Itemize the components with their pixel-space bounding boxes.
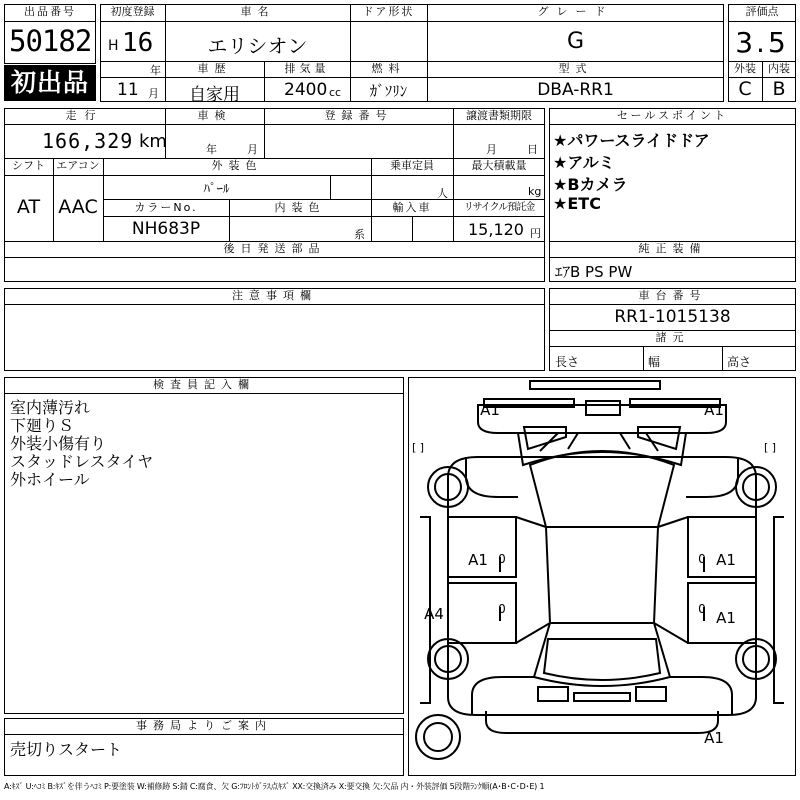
equipment-label: 純正装備 [638, 242, 707, 255]
sales-point-item: ★ETC [553, 194, 601, 213]
first-listing-badge: 初出品 [4, 65, 96, 101]
mark-front-right: A1 [704, 401, 724, 419]
first-reg-year: 16 [122, 28, 154, 58]
history-label: 車歴 [197, 62, 232, 75]
car-diagram [408, 377, 796, 776]
door-type-label: ドア形状 [362, 5, 415, 18]
ext-color: ﾊﾟｰﾙ [203, 182, 230, 197]
sales-point-item: ★アルミ [553, 153, 615, 172]
fuel: ｶﾞｿﾘﾝ [369, 82, 408, 100]
transfer-day-unit: 日 [527, 143, 538, 156]
year-unit: 年 [150, 64, 161, 77]
car-name-label: 車名 [240, 5, 275, 18]
model-label: 型式 [558, 62, 593, 75]
recycle-label: リサイクル預託金 [463, 202, 535, 213]
height-label: 高さ [727, 355, 752, 369]
month-unit: 月 [148, 87, 159, 100]
mileage-unit: km [139, 131, 167, 152]
score: 3.5 [735, 26, 789, 59]
capacity-unit: 人 [437, 187, 448, 200]
exterior-label: 外装 [734, 62, 756, 75]
equipment-value: ｴｱB PS PW [555, 263, 633, 281]
inspector-note: 外ホイール [10, 470, 90, 489]
transfer-deadline-label: 譲渡書類期限 [466, 109, 532, 122]
inspector-note: 外装小傷有り [10, 434, 107, 453]
era: H [108, 38, 119, 54]
grade-label: グレード [537, 5, 614, 18]
displacement-label: 排気量 [284, 62, 330, 75]
mark-rear: A1 [704, 729, 724, 747]
chassis-number: RR1-1015138 [614, 307, 731, 327]
shift: AT [16, 196, 41, 218]
capacity-label: 乗車定員 [390, 159, 434, 172]
int-color-unit: 系 [354, 228, 365, 241]
mark-right-front-door-val: 0 [698, 552, 706, 566]
later-parts-label: 後日発送部品 [223, 242, 326, 255]
reg-number-label: 登録番号 [324, 109, 393, 122]
lot-number-label: 出品番号 [24, 5, 76, 18]
sales-point-item: ★Bカメラ [553, 175, 628, 194]
ac: AAC [58, 196, 98, 218]
mark-left-rear-val: 0 [498, 602, 506, 616]
interior-label: 内装 [768, 62, 790, 75]
mileage: 166,329 [42, 129, 134, 153]
history: 自家用 [189, 85, 240, 105]
displacement-unit: cc [329, 86, 342, 99]
transfer-month-unit: 月 [486, 143, 497, 156]
sales-points-label: セールスポイント [616, 109, 728, 122]
chassis-label: 車台番号 [638, 289, 707, 302]
exterior-grade: C [738, 78, 752, 100]
import-label: 輸入車 [392, 201, 432, 214]
office-label: 事務局よりご案内 [136, 719, 272, 732]
mark-right-rear: A1 [716, 609, 736, 627]
length-label: 長さ [555, 355, 580, 369]
fuel-label: 燃料 [371, 62, 406, 75]
mileage-label: 走行 [65, 109, 104, 122]
mark-bracket-right: [ ] [764, 441, 777, 454]
mark-right-front-door: A1 [716, 551, 736, 569]
notes-label: 注意事項欄 [232, 289, 317, 302]
color-no-label: カラーNo. [134, 201, 198, 214]
mark-left-front-door-val: 0 [498, 552, 506, 566]
inspection-year-unit: 年 [206, 143, 217, 156]
recycle-unit: 円 [530, 227, 541, 240]
grade: G [566, 29, 585, 54]
inspector-label: 検査員記入欄 [153, 378, 255, 391]
load-unit: kg [528, 185, 542, 198]
sales-point-item: ★パワースライドドア [553, 131, 710, 150]
color-no: NH683P [131, 219, 201, 239]
office-message: 売切りスタート [10, 740, 123, 759]
mark-left-rear: A4 [424, 605, 444, 623]
recycle-deposit: 15,120 [468, 220, 524, 239]
first-reg-month: 11 [117, 80, 139, 100]
inspector-note: スタッドレスタイヤ [10, 452, 154, 471]
mark-right-rear-val: 0 [698, 602, 706, 616]
mark-bracket-left: [ ] [412, 441, 425, 454]
load-label: 最大積載量 [471, 159, 527, 172]
mark-front-left: A1 [480, 401, 500, 419]
int-color-label: 内装色 [274, 201, 326, 214]
width-label: 幅 [648, 355, 661, 369]
inspector-note: 室内薄汚れ [10, 398, 91, 417]
car-name: エリシオン [207, 34, 308, 58]
inspector-note: 下廻りＳ [10, 416, 75, 435]
mark-left-front-door: A1 [468, 551, 488, 569]
lot-number: 50182 [9, 24, 92, 58]
shift-label: シフト [12, 159, 45, 172]
score-label: 評価点 [745, 5, 779, 18]
model: DBA-RR1 [537, 80, 614, 100]
inspection-label: 車検 [197, 109, 232, 122]
displacement: 2400 [284, 80, 328, 100]
ac-label: エアコン [56, 159, 100, 172]
first-reg-label: 初度登録 [110, 5, 155, 18]
interior-grade: B [772, 78, 786, 100]
ext-color-label: 外装色 [211, 159, 263, 172]
dims-label: 諸元 [655, 331, 690, 344]
inspection-month-unit: 月 [247, 143, 258, 156]
damage-legend: A:ｷｽﾞ U:ﾍｺﾐ B:ｷｽﾞを伴うﾍｺﾐ P:要塗装 W:補修跡 S:錆 C:腐食、欠 G:ﾌﾛﾝﾄｶﾞﾗｽ点ｷｽﾞ XX:交換済み X:要交換 欠:欠品 内・外装評価 5段階ﾗﾝｸ順(A･B･C･D･E) 1 [4, 782, 545, 791]
